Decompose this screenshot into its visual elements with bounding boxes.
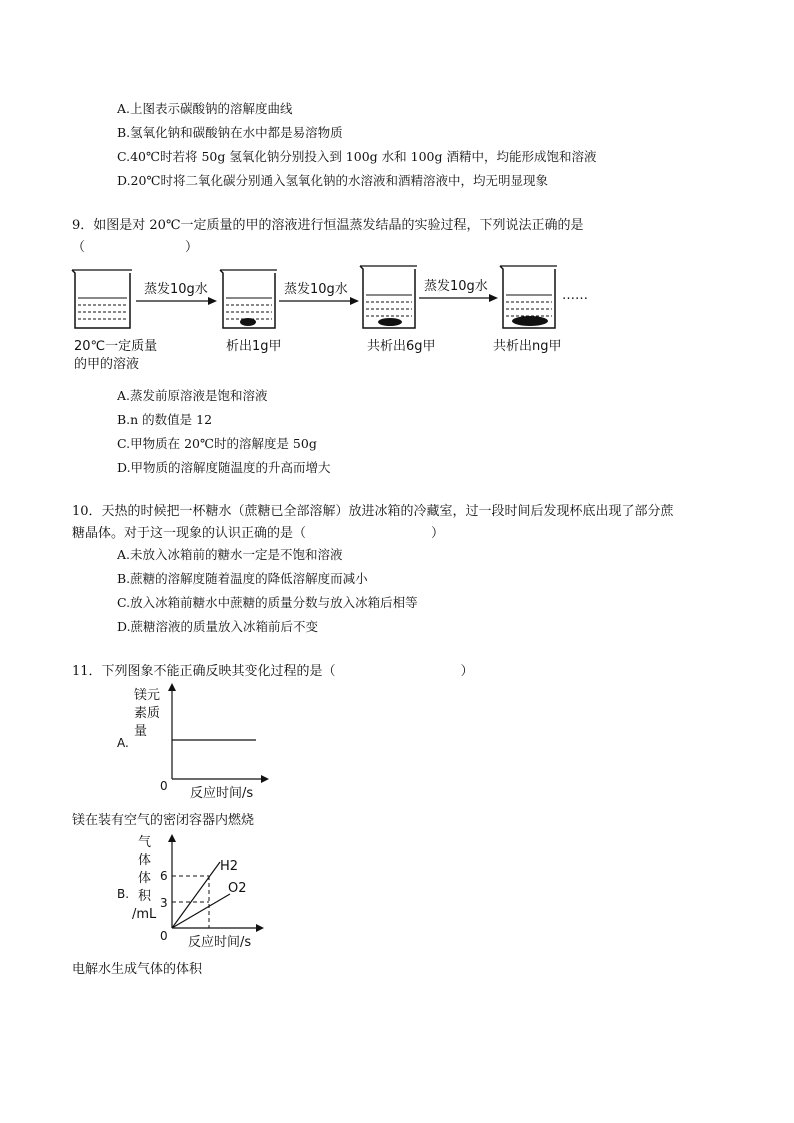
arrow-right-icon <box>419 294 498 302</box>
q8-option-a: A.上图表示碳酸钠的溶解度曲线 <box>117 101 293 116</box>
beaker-icon <box>500 266 557 328</box>
q9-option-c: C.甲物质在 20℃时的溶解度是 50g <box>117 436 317 451</box>
series-h2-line <box>172 862 220 928</box>
q10-stem-line1: 10．天热的时候把一杯糖水（蔗糖已全部溶解）放进冰箱的冷藏室，过一段时间后发现杯底出现了部分蔗 <box>72 504 674 519</box>
q9-answer-paren: （ ） <box>72 240 199 255</box>
arrow-label-2: 蒸发10g水 <box>284 282 348 297</box>
graph-b-ylabel-5: /mL <box>132 907 157 922</box>
q8-option-b: B.氢氧化钠和碳酸钠在水中都是易溶物质 <box>117 125 343 140</box>
graph-b-caption: 电解水生成气体的体积 <box>72 962 203 977</box>
graph-b-origin: 0 <box>160 929 168 943</box>
arrow-right-icon <box>136 297 217 305</box>
graph-b-ylabel-3: 体 <box>138 871 152 886</box>
beaker-icon <box>360 266 417 328</box>
beaker-caption-2: 析出1g甲 <box>226 339 282 354</box>
graph-a-ylabel-2: 素质 <box>134 706 161 721</box>
arrow-label-1: 蒸发10g水 <box>144 282 208 297</box>
q10-option-c: C.放入冰箱前糖水中蔗糖的质量分数与放入冰箱后相等 <box>117 595 418 610</box>
q8-option-c: C.40℃时若将 50g 氢氧化钠分别投入到 100g 水和 100g 酒精中，均能形成饱和溶液 <box>117 149 597 164</box>
beaker-icon <box>220 270 277 328</box>
q10-option-d: D.蔗糖溶液的质量放入冰箱前后不变 <box>117 619 319 634</box>
graph-a-ylabel-3: 量 <box>134 724 148 739</box>
series-o2-label: O2 <box>228 881 247 896</box>
graph-b-tick-6: 6 <box>160 869 168 883</box>
q8-option-d: D.20℃时将二氧化碳分别通入氢氧化钠的水溶液和酒精溶液中，均无明显现象 <box>117 173 548 188</box>
q9-option-d: D.甲物质的溶解度随温度的升高而增大 <box>117 460 331 475</box>
beaker-caption-4: 共析出ng甲 <box>493 339 562 354</box>
graph-a-caption: 镁在装有空气的密闭容器内燃烧 <box>72 813 255 828</box>
q11-graph-b <box>110 832 275 952</box>
arrow-right-icon <box>279 297 359 305</box>
q10-option-a: A.未放入冰箱前的糖水一定是不饱和溶液 <box>117 547 343 562</box>
graph-a-xlabel: 反应时间/s <box>190 786 254 801</box>
arrow-label-3: 蒸发10g水 <box>424 279 488 294</box>
graph-b-tick-3: 3 <box>160 896 168 910</box>
beaker-caption-1a: 20℃一定质量 <box>74 339 158 354</box>
q9-option-a: A.蒸发前原溶液是饱和溶液 <box>117 388 268 403</box>
beaker-icon <box>72 270 132 328</box>
graph-b-ylabel-2: 体 <box>138 853 152 868</box>
beaker-caption-1b: 的甲的溶液 <box>74 357 140 372</box>
q10-option-b: B.蔗糖的溶解度随着温度的降低溶解度而减小 <box>117 571 368 586</box>
graph-a-ylabel-1: 镁元 <box>134 688 161 703</box>
graph-b-xlabel: 反应时间/s <box>188 935 252 950</box>
series-h2-label: H2 <box>220 859 239 874</box>
ellipsis-text: …… <box>562 288 588 303</box>
q9-evaporation-diagram <box>60 258 600 373</box>
graph-a-origin: 0 <box>160 779 168 793</box>
beaker-caption-3: 共析出6g甲 <box>367 339 436 354</box>
q11-graph-a <box>110 683 275 803</box>
q10-stem-line2: 糖晶体。对于这一现象的认识正确的是（ ） <box>72 526 445 541</box>
series-o2-line <box>172 894 230 928</box>
graph-b-option-label: B. <box>117 887 130 901</box>
graph-a-option-label: A. <box>117 736 129 750</box>
graph-b-ylabel-1: 气 <box>138 835 152 850</box>
q11-stem: 11．下列图象不能正确反映其变化过程的是（ ） <box>72 664 474 679</box>
q9-stem: 9．如图是对 20℃一定质量的甲的溶液进行恒温蒸发结晶的实验过程，下列说法正确的是 <box>72 218 584 233</box>
q9-option-b: B.n 的数值是 12 <box>117 412 213 427</box>
graph-b-ylabel-4: 积 <box>138 889 152 904</box>
